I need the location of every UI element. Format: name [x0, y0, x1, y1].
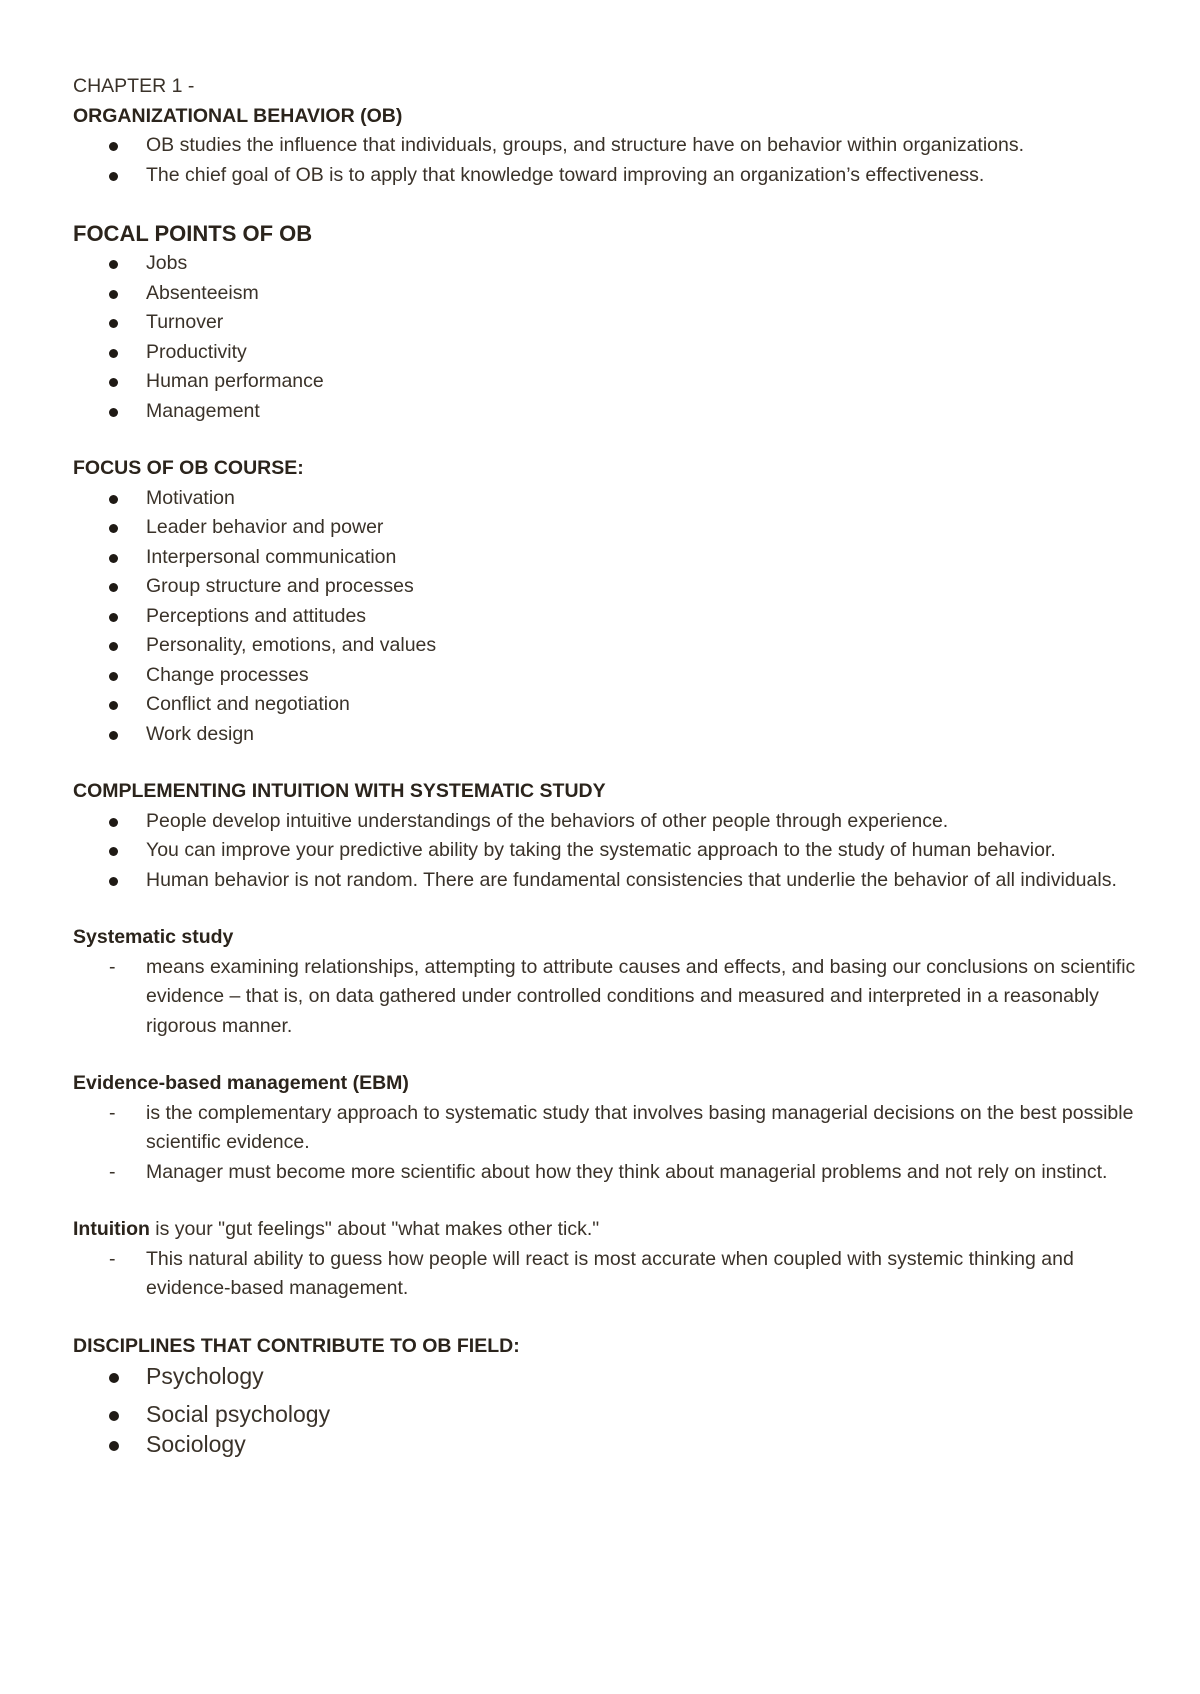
list-item-text: You can improve your predictive ability by taking the systematic approach to the study of human behavior.	[146, 839, 1056, 861]
list-item-text: Change processes	[146, 663, 309, 686]
list-item-text: Interpersonal communication	[146, 545, 397, 568]
list-item-text: Sociology	[146, 1431, 246, 1457]
list-item-text: means examining relationships, attempting to attribute causes and effects, and basing our conclusions on scientific evidence – that is, on data gathered under controlled conditions and measured and interpreted in a reasonably rigorous manner.	[146, 955, 1136, 1037]
list-item-text: Conflict and negotiation	[146, 693, 350, 715]
list-item	[73, 661, 1143, 691]
list-item-text: Manager must become more scientific about how they think about managerial problems and not rely on instinct.	[146, 1160, 1108, 1183]
bullet-icon	[109, 524, 118, 533]
list-item-text: Management	[146, 399, 260, 422]
ebm-heading: Evidence-based management (EBM)	[73, 1072, 409, 1094]
dash-marker: -	[109, 1101, 116, 1124]
focus-course-list	[73, 484, 1143, 750]
complementing-list	[73, 807, 1143, 896]
disciplines-heading: DISCIPLINES THAT CONTRIBUTE TO OB FIELD:	[73, 1334, 520, 1357]
list-item-text: Human behavior is not random. There are fundamental consistencies that underlie the behavior of all individuals.	[146, 868, 1117, 891]
list-item-text: Psychology	[146, 1363, 264, 1389]
bullet-icon	[109, 1441, 119, 1451]
list-item-text: is the complementary approach to systematic study that involves basing managerial decisions on the best possible scientific evidence.	[146, 1101, 1134, 1153]
list-item	[73, 308, 1143, 338]
bullet-icon	[109, 1411, 119, 1421]
list-item	[73, 1158, 1143, 1188]
bullet-icon	[109, 613, 118, 622]
list-item	[73, 161, 1143, 191]
bullet-icon	[109, 378, 118, 387]
list-item	[73, 1429, 1143, 1459]
list-item-text: Absenteeism	[146, 281, 259, 304]
list-item	[73, 1361, 1143, 1391]
list-item-text: Social psychology	[146, 1401, 331, 1427]
systematic-study-heading: Systematic study	[73, 926, 234, 948]
bullet-icon	[109, 583, 118, 592]
list-item-text: Jobs	[146, 252, 188, 274]
list-item-text: Work design	[146, 722, 255, 745]
chapter-label: CHAPTER 1 -	[73, 75, 195, 97]
list-item-text: Turnover	[146, 311, 224, 333]
bullet-icon	[109, 408, 118, 417]
list-item	[73, 484, 1143, 514]
list-item	[73, 572, 1143, 602]
list-item	[73, 249, 1143, 279]
list-item-text: People develop intuitive understandings of the behaviors of other people through experience.	[146, 809, 949, 832]
intuition-list	[73, 1245, 1143, 1304]
bullet-icon	[109, 642, 118, 651]
intuition-paragraph	[73, 1215, 1143, 1245]
list-item	[73, 836, 1143, 866]
complementing-heading: COMPLEMENTING INTUITION WITH SYSTEMATIC STUDY	[73, 780, 606, 802]
list-item-text: Group structure and processes	[146, 575, 414, 597]
intuition-definition: is your "gut feelings" about "what makes other tick."	[149, 1218, 600, 1240]
bullet-icon	[109, 554, 118, 563]
list-item	[73, 631, 1143, 661]
bullet-icon	[109, 847, 118, 856]
bullet-icon	[109, 172, 118, 181]
list-item	[73, 1245, 1143, 1304]
list-item	[73, 338, 1143, 368]
list-item	[73, 1099, 1143, 1158]
dash-marker: -	[109, 955, 116, 978]
list-item-text: Leader behavior and power	[146, 516, 384, 538]
list-item-text: The chief goal of OB is to apply that knowledge toward improving an organization’s effectiveness.	[146, 163, 985, 186]
bullet-icon	[109, 290, 118, 299]
list-item-text: OB studies the influence that individuals, groups, and structure have on behavior within organizations.	[146, 134, 1025, 156]
focal-points-list	[73, 249, 1143, 426]
focal-points-heading: FOCAL POINTS OF OB	[73, 221, 313, 246]
disciplines-list	[73, 1361, 1143, 1459]
list-item	[73, 953, 1143, 1042]
list-item	[73, 807, 1143, 837]
ebm-list	[73, 1099, 1143, 1188]
bullet-icon	[109, 731, 118, 740]
bullet-icon	[109, 349, 118, 358]
bullet-icon	[109, 1373, 119, 1383]
bullet-icon	[109, 672, 118, 681]
list-item-text: Personality, emotions, and values	[146, 634, 437, 656]
dash-marker: -	[109, 1160, 116, 1183]
list-item	[73, 602, 1143, 632]
dash-marker: -	[109, 1247, 116, 1270]
bullet-icon	[109, 260, 118, 269]
focus-course-heading: FOCUS OF OB COURSE:	[73, 457, 304, 479]
document-page	[73, 72, 1143, 1459]
list-item	[73, 720, 1143, 750]
list-item	[73, 279, 1143, 309]
bullet-icon	[109, 142, 118, 151]
list-item-text: Perceptions and attitudes	[146, 604, 367, 627]
list-item	[73, 131, 1143, 161]
bullet-icon	[109, 495, 118, 504]
list-item	[73, 397, 1143, 427]
list-item	[73, 367, 1143, 397]
systematic-study-list	[73, 953, 1143, 1042]
bullet-icon	[109, 319, 118, 328]
list-item-text: Productivity	[146, 340, 247, 363]
bullet-icon	[109, 877, 118, 886]
ob-list	[73, 131, 1143, 190]
list-item	[73, 866, 1143, 896]
list-item	[73, 1399, 1143, 1429]
bullet-icon	[109, 818, 118, 827]
list-item	[73, 690, 1143, 720]
intuition-term: Intuition	[73, 1218, 150, 1240]
list-item	[73, 513, 1143, 543]
list-item-text: Motivation	[146, 486, 235, 509]
list-item-text: Human performance	[146, 370, 324, 392]
list-item-text: This natural ability to guess how people will react is most accurate when coupled with systemic thinking and evidence-based management.	[146, 1247, 1074, 1299]
list-item	[73, 543, 1143, 573]
ob-heading: ORGANIZATIONAL BEHAVIOR (OB)	[73, 104, 403, 127]
bullet-icon	[109, 701, 118, 710]
